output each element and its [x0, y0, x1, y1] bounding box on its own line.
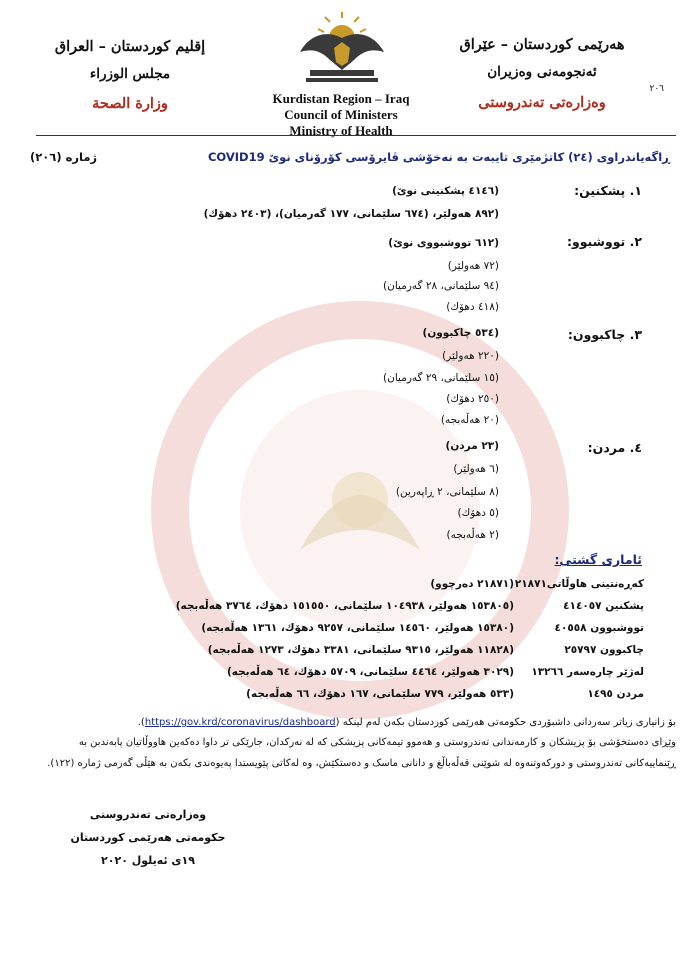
link-note-prefix: بۆ زانیاری زیاتر سەردانی داشبۆردی حکومەتی هەرێمی کوردستان بکەن لەم لینکە (	[335, 717, 676, 728]
summary-row-detail: (٥٣٣ هەولێر، ٧٧٩ سلێمانی، ١٦٧ دهۆك، ٦٦ هەڵەبجە)	[246, 688, 514, 700]
header-left-line1: إقليم كوردستان – العراق	[54, 38, 206, 55]
section-cases-item: (٦١٢ تووشبووی نوێ)	[388, 237, 499, 249]
section-infections-label: ١. پشکنین:	[574, 183, 642, 198]
kurdistan-eagle-logo-icon	[292, 8, 392, 86]
ministry-watermark-seal	[150, 300, 570, 720]
section-cases-item: (٧٢ هەولێر)	[447, 260, 499, 272]
header-center-line2: Council of Ministers	[284, 107, 398, 122]
summary-row-label: پشکنین ٤١٤٠٥٧	[563, 600, 644, 612]
document-reference-number: ٢٠٦	[649, 84, 664, 94]
header-center-line1: Kurdistan Region – Iraq	[272, 91, 410, 106]
header-right-line2: ئەنجومەنی وەزیران	[487, 64, 597, 80]
header-right-line3: وەزارەتی تەندروستی	[478, 94, 606, 111]
header-left-line3: وزارة الصحة	[92, 95, 168, 112]
signature-line1: وەزارەتی تەندروستی	[89, 808, 207, 821]
guidance-paragraph: وێڕای دەستخۆشی بۆ پزیشکان و کارمەندانی تەندروستی و هەموو تیمەکانی پزیشکی کە لە نەرکدان، جارێکی تر داوا دەکەین هاووڵاتیان پابەندبن بە ڕێنماییەکانی تەندروستی و دورکەوتنەوە لە شوێنی قەڵەباڵغ و دانانی ماسک و دەستکێش، وە لەکاتی پێویستدا پەیوەندی بکەن بە هێڵی گەرمی ژمارە (١٢٢).	[47, 737, 676, 769]
summary-row-label: تووشبوون ٤٠٥٥٨	[554, 622, 644, 634]
header-center-line3: Ministry of Health	[289, 123, 393, 138]
summary-row-label: لەژێر چارەسەر ١٣٢٦٦	[531, 666, 644, 678]
dashboard-link[interactable]: https://gov.krd/coronavirus/dashboard	[144, 717, 336, 728]
summary-row-detail: (١٥٣٨٠ هەولێر، ١٤٥٦٠ سلێمانی، ٩٢٥٧ دهۆك، ١٣٦١ هەڵەبجە)	[201, 622, 514, 634]
summary-row-detail: (٢١٨٧١ دەرچوو)	[430, 578, 514, 590]
section-deaths-item: (٥ دهۆك)	[457, 507, 499, 519]
section-infections-item: (٨٩٢ هەولێر، (٦٧٤ سلێمانی، ١٧٧ گەرمیان)، (٢٤٠٣ دهۆك)	[203, 208, 499, 220]
summary-heading: ئاماری گشتی:	[554, 552, 642, 567]
summary-row-detail: (١٥٣٨٠٥ هەولێر، ١٠٤٩٣٨ سلێمانی، ١٥١٥٥٠ دهۆك، ٣٧٦٤ هەڵەبجە)	[175, 600, 514, 612]
bulletin-number: ژمارە (٢٠٦)	[30, 150, 98, 164]
signature-line2: حکومەتی هەرێمی کوردستان	[70, 831, 226, 844]
section-deaths-item: (٢٣ مردن)	[445, 440, 499, 452]
header-divider	[36, 135, 676, 136]
section-recovered-item: (٢٢٠ هەولێر)	[442, 350, 499, 362]
section-recovered-item: (٢٥٠ دهۆك)	[446, 393, 499, 405]
section-recovered-item: (١٥ سلێمانی، ٢٩ گەرمیان)	[383, 372, 499, 384]
section-cases-item: (٩٤ سلێمانی، ٢٨ گەرمیان)	[383, 280, 499, 292]
section-infections-item: (٤١٤٦ پشکنینی نوێ)	[392, 185, 499, 197]
link-note-suffix: ).	[137, 717, 145, 728]
summary-row-detail: (١١٨٢٨ هەولێر، ٩٣١٥ سلێمانی، ٣٣٨١ دهۆك، ١٢٧٣ هەڵەبجە)	[207, 644, 514, 656]
section-deaths-item: (٨ سلێمانی، ٢ ڕاپەرین)	[395, 486, 499, 498]
section-cases-label: ٢. تووشبوو:	[566, 234, 642, 249]
summary-row-detail: (٣٠٢٩ هەولێر، ٤٤٦٤ سلێمانی، ٥٧٠٩ دهۆك، ٦٤ هەڵەبجە)	[226, 666, 514, 678]
summary-row-label: مردن ١٤٩٥	[587, 688, 644, 700]
header-right-line1: هەرێمی کوردستان – عێراق	[459, 36, 625, 53]
summary-row-label: کەڕەنتینی هاوڵاتی٢١٨٧١	[514, 578, 644, 590]
bulletin-title-text: ڕاگەیاندراوی (٢٤) کاتژمێری تایبەت بە نەخۆشی ڤایرۆسی کۆرۆنای نوێ COVID19	[207, 150, 670, 164]
signature-date: ١٩ی ئەیلول ٢٠٢٠	[101, 854, 195, 867]
section-recovered-item: (٥٣٤ چاکبوون)	[422, 327, 499, 339]
dashboard-link-note	[40, 712, 676, 733]
summary-row-label: چاکبوون ٢٥٧٩٧	[564, 644, 644, 656]
section-recovered-item: (٢٠ هەڵەبجە)	[440, 414, 499, 426]
section-recovered-label: ٣. چاکبوون:	[567, 327, 642, 342]
section-deaths-item: (٢ هەڵەبجە)	[446, 529, 499, 541]
section-deaths-item: (٦ هەولێر)	[453, 463, 499, 475]
header-left-line2: مجلس الوزراء	[89, 66, 171, 82]
section-cases-item: (٤١٨ دهۆك)	[446, 301, 499, 313]
section-deaths-label: ٤. مردن:	[587, 440, 642, 455]
